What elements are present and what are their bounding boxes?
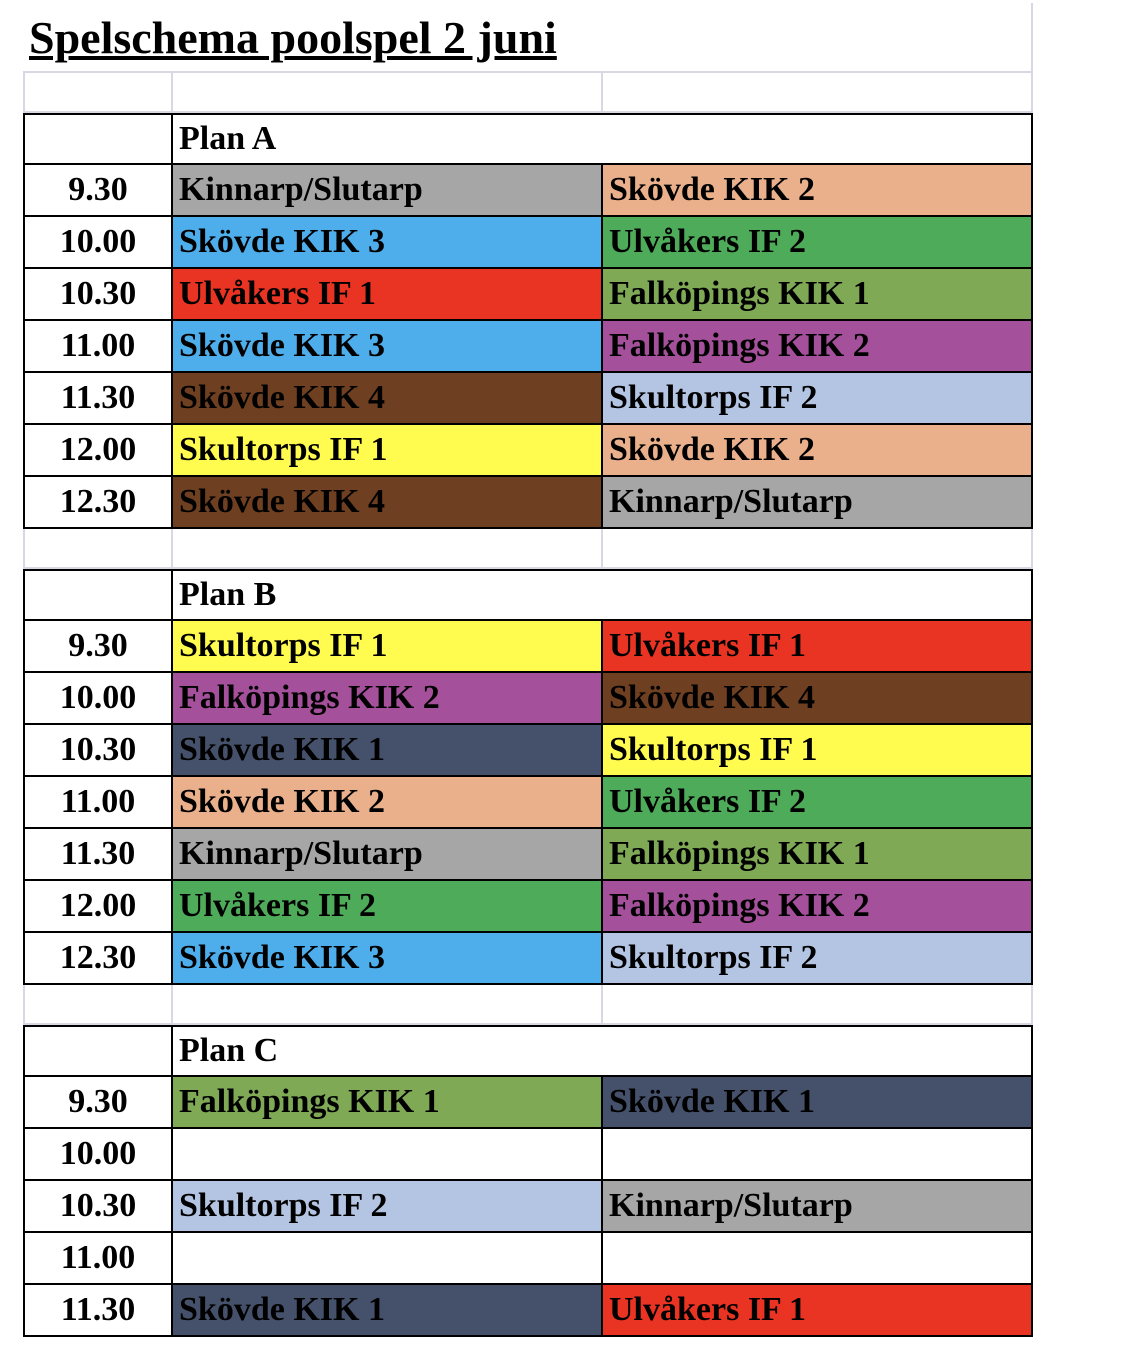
match-row <box>0 373 1125 425</box>
spacer-cell <box>173 985 603 1025</box>
spacer-cell <box>173 529 603 569</box>
team-a: Skövde KIK 1 <box>173 725 603 777</box>
spacer-cell <box>23 985 173 1025</box>
plan-time-blank <box>23 569 173 621</box>
plan-header-row <box>0 113 1125 165</box>
team-a: Falköpings KIK 1 <box>173 1077 603 1129</box>
team-b: Ulvåkers IF 2 <box>603 217 1033 269</box>
match-row <box>0 777 1125 829</box>
match-time: 12.00 <box>23 881 173 933</box>
match-time: 10.30 <box>23 725 173 777</box>
match-time: 10.00 <box>23 1129 173 1181</box>
team-a: Skövde KIK 1 <box>173 1285 603 1337</box>
title-row <box>0 3 1125 73</box>
match-time: 12.00 <box>23 425 173 477</box>
team-a: Skövde KIK 3 <box>173 321 603 373</box>
spacer-row <box>0 73 1125 113</box>
team-b: Ulvåkers IF 1 <box>603 1285 1033 1337</box>
match-row <box>0 1285 1125 1337</box>
plan-label: Plan B <box>173 569 1033 621</box>
plan-header-row <box>0 1025 1125 1077</box>
match-row <box>0 621 1125 673</box>
spacer-cell <box>23 529 173 569</box>
spacer-cell <box>23 73 173 113</box>
page-title: Spelschema poolspel 2 juni <box>23 3 1033 73</box>
team-b: Falköpings KIK 2 <box>603 321 1033 373</box>
match-row <box>0 1181 1125 1233</box>
team-a: Kinnarp/Slutarp <box>173 165 603 217</box>
team-b: Ulvåkers IF 2 <box>603 777 1033 829</box>
plan-time-blank <box>23 1025 173 1077</box>
team-b: Skövde KIK 2 <box>603 165 1033 217</box>
match-time: 11.00 <box>23 777 173 829</box>
team-a: Skövde KIK 4 <box>173 477 603 529</box>
spacer-cell <box>173 73 603 113</box>
match-row <box>0 933 1125 985</box>
team-a: Skövde KIK 2 <box>173 777 603 829</box>
team-b: Kinnarp/Slutarp <box>603 477 1033 529</box>
team-b: Skövde KIK 4 <box>603 673 1033 725</box>
team-a: Falköpings KIK 2 <box>173 673 603 725</box>
team-b <box>603 1129 1033 1181</box>
team-b: Skultorps IF 2 <box>603 933 1033 985</box>
team-b: Skultorps IF 1 <box>603 725 1033 777</box>
match-row <box>0 829 1125 881</box>
match-row <box>0 477 1125 529</box>
plan-label: Plan A <box>173 113 1033 165</box>
team-a <box>173 1233 603 1285</box>
team-a: Skultorps IF 2 <box>173 1181 603 1233</box>
spacer-row <box>0 529 1125 569</box>
match-row <box>0 1233 1125 1285</box>
team-b <box>603 1233 1033 1285</box>
team-a: Skultorps IF 1 <box>173 621 603 673</box>
team-a <box>173 1129 603 1181</box>
match-time: 11.30 <box>23 829 173 881</box>
team-b: Falköpings KIK 2 <box>603 881 1033 933</box>
match-row <box>0 425 1125 477</box>
match-row <box>0 881 1125 933</box>
match-time: 11.00 <box>23 1233 173 1285</box>
match-row <box>0 321 1125 373</box>
match-time: 10.00 <box>23 673 173 725</box>
match-row <box>0 673 1125 725</box>
match-row <box>0 725 1125 777</box>
match-time: 10.30 <box>23 269 173 321</box>
match-time: 9.30 <box>23 165 173 217</box>
match-time: 12.30 <box>23 477 173 529</box>
match-row <box>0 165 1125 217</box>
match-time: 11.30 <box>23 373 173 425</box>
team-a: Skultorps IF 1 <box>173 425 603 477</box>
match-time: 11.30 <box>23 1285 173 1337</box>
spacer-cell <box>603 73 1033 113</box>
team-a: Ulvåkers IF 2 <box>173 881 603 933</box>
match-time: 11.00 <box>23 321 173 373</box>
team-a: Skövde KIK 3 <box>173 217 603 269</box>
team-a: Skövde KIK 3 <box>173 933 603 985</box>
team-a: Kinnarp/Slutarp <box>173 829 603 881</box>
team-b: Skultorps IF 2 <box>603 373 1033 425</box>
team-a: Ulvåkers IF 1 <box>173 269 603 321</box>
team-a: Skövde KIK 4 <box>173 373 603 425</box>
match-time: 10.30 <box>23 1181 173 1233</box>
plan-label: Plan C <box>173 1025 1033 1077</box>
plan-time-blank <box>23 113 173 165</box>
match-row <box>0 269 1125 321</box>
spacer-row <box>0 985 1125 1025</box>
match-time: 12.30 <box>23 933 173 985</box>
match-row <box>0 217 1125 269</box>
plan-header-row <box>0 569 1125 621</box>
team-b: Skövde KIK 2 <box>603 425 1033 477</box>
match-time: 10.00 <box>23 217 173 269</box>
team-b: Skövde KIK 1 <box>603 1077 1033 1129</box>
match-time: 9.30 <box>23 1077 173 1129</box>
team-b: Falköpings KIK 1 <box>603 829 1033 881</box>
match-row <box>0 1129 1125 1181</box>
match-row <box>0 1077 1125 1129</box>
spacer-cell <box>603 985 1033 1025</box>
spacer-cell <box>603 529 1033 569</box>
team-b: Falköpings KIK 1 <box>603 269 1033 321</box>
match-time: 9.30 <box>23 621 173 673</box>
team-b: Kinnarp/Slutarp <box>603 1181 1033 1233</box>
team-b: Ulvåkers IF 1 <box>603 621 1033 673</box>
